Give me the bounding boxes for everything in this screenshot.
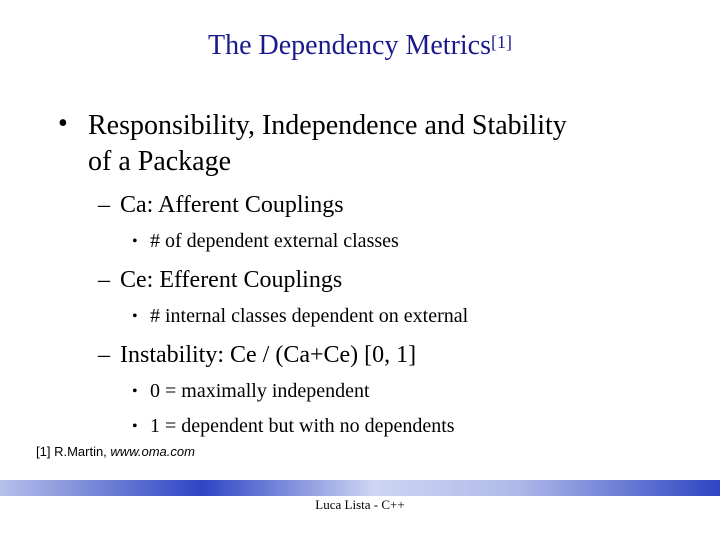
slide-title [0,26,720,66]
footnote-ref: [1] R.Martin, [36,444,111,459]
afferent-couplings-item: Ca: Afferent Couplings [120,192,344,218]
dash-marker: – [98,342,110,368]
afferent-couplings-desc: # of dependent external classes [150,230,399,252]
title-footnote-ref: [1] [491,32,512,52]
bullet-main-line2: of a Package [88,146,232,177]
instability-item: Instability: Ce / (Ca+Ce) [0, 1] [120,342,417,368]
sub-bullet-marker: • [132,418,138,435]
instability-desc-zero: 0 = maximally independent [150,380,370,402]
sub-bullet-marker: • [132,233,138,250]
footnote [36,444,195,460]
bullet-main-line1: Responsibility, Independence and Stability [88,110,567,141]
efferent-couplings-item: Ce: Efferent Couplings [120,267,343,293]
title-text: The Dependency Metrics [208,30,491,61]
bullet-marker: • [58,108,68,139]
dash-marker: – [98,192,110,218]
footnote-source: www.oma.com [110,444,195,459]
footer-text: Luca Lista - C++ [315,497,405,512]
sub-bullet-marker: • [132,383,138,400]
sub-bullet-marker: • [132,308,138,325]
efferent-couplings-desc: # internal classes dependent on external [150,305,469,327]
instability-desc-one: 1 = dependent but with no dependents [150,415,455,437]
footer-gradient-bar [0,480,720,496]
dash-marker: – [98,267,110,293]
